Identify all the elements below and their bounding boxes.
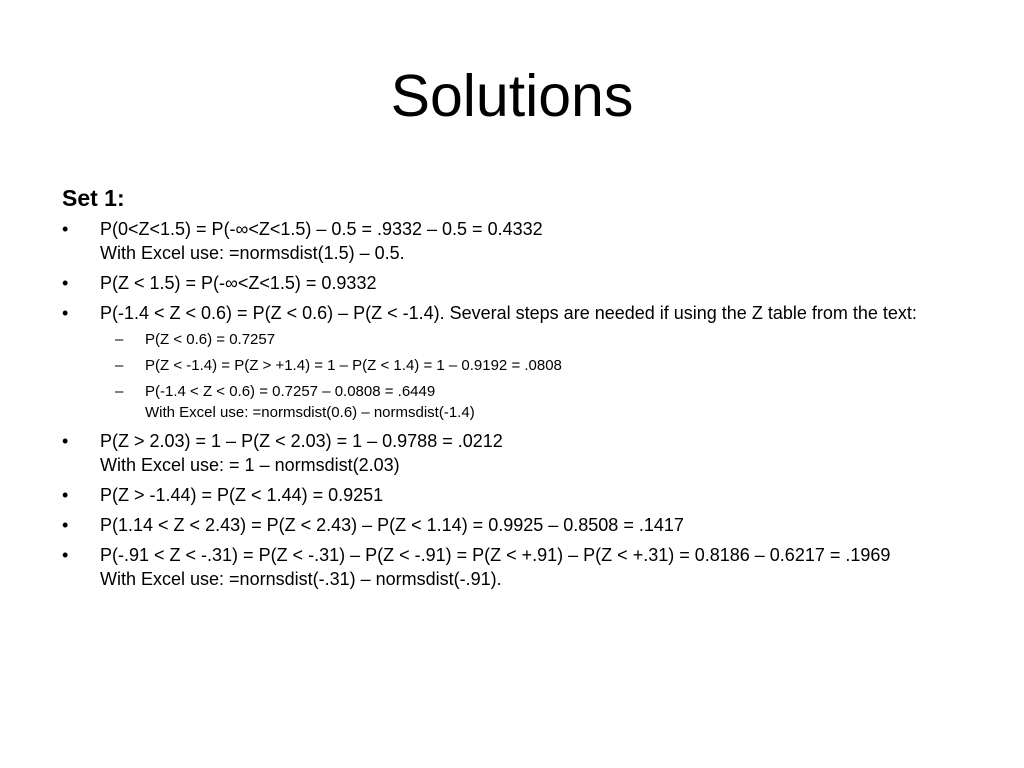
item-text: P(-1.4 < Z < 0.6) = P(Z < 0.6) – P(Z < -1.4). Several steps are needed if using the Z table from the text: [100,303,917,323]
sub-item-excel-note: With Excel use: =normsdist(0.6) – normsdist(-1.4) [145,404,475,421]
bullet-icon: • [62,273,69,293]
bullet-icon: • [62,545,69,565]
bullet-icon: • [62,303,69,323]
bullet-icon: • [62,431,69,451]
list-item [62,217,962,265]
slide-content [62,181,962,597]
bullet-icon: • [62,485,69,505]
list-item [62,543,962,591]
sub-list-item [100,329,962,350]
sub-item-text: P(Z < -1.4) = P(Z > +1.4) = 1 – P(Z < 1.4) = 1 – 0.9192 = .0808 [145,357,562,374]
dash-icon: – [115,331,124,348]
item-excel-note: With Excel use: = 1 – normsdist(2.03) [100,455,400,475]
dash-icon: – [115,357,124,374]
item-excel-note: With Excel use: =normsdist(1.5) – 0.5. [100,243,405,263]
list-item [62,513,962,537]
sub-list-item [100,381,962,423]
sub-list [100,329,962,423]
list-item [62,271,962,295]
sub-item-text: P(-1.4 < Z < 0.6) = 0.7257 – 0.0808 = .6449 [145,383,436,400]
item-text: P(Z > 2.03) = 1 – P(Z < 2.03) = 1 – 0.9788 = .0212 [100,431,503,451]
item-text: P(-.91 < Z < -.31) = P(Z < -.31) – P(Z < -.91) = P(Z < +.91) – P(Z < +.31) = 0.8186 – 0.6217 = .1969 [100,545,891,565]
dash-icon: – [115,383,124,400]
item-text: P(0<Z<1.5) = P(-∞<Z<1.5) – 0.5 = .9332 – 0.5 = 0.4332 [100,219,543,239]
bullet-icon: • [62,515,69,535]
item-text: P(Z > -1.44) = P(Z < 1.44) = 0.9251 [100,485,384,505]
sub-list-item [100,355,962,376]
slide-title: Solutions [390,63,634,129]
sub-item-text: P(Z < 0.6) = 0.7257 [145,331,276,348]
item-text: P(1.14 < Z < 2.43) = P(Z < 2.43) – P(Z < 1.14) = 0.9925 – 0.8508 = .1417 [100,515,684,535]
item-text: P(Z < 1.5) = P(-∞<Z<1.5) = 0.9332 [100,273,377,293]
bullet-icon: • [62,219,69,239]
list-item [62,301,962,423]
item-excel-note: With Excel use: =nornsdist(-.31) – normsdist(-.91). [100,569,502,589]
solutions-list [62,217,962,591]
list-item [62,429,962,477]
list-item [62,483,962,507]
set-heading: Set 1: [62,185,125,211]
